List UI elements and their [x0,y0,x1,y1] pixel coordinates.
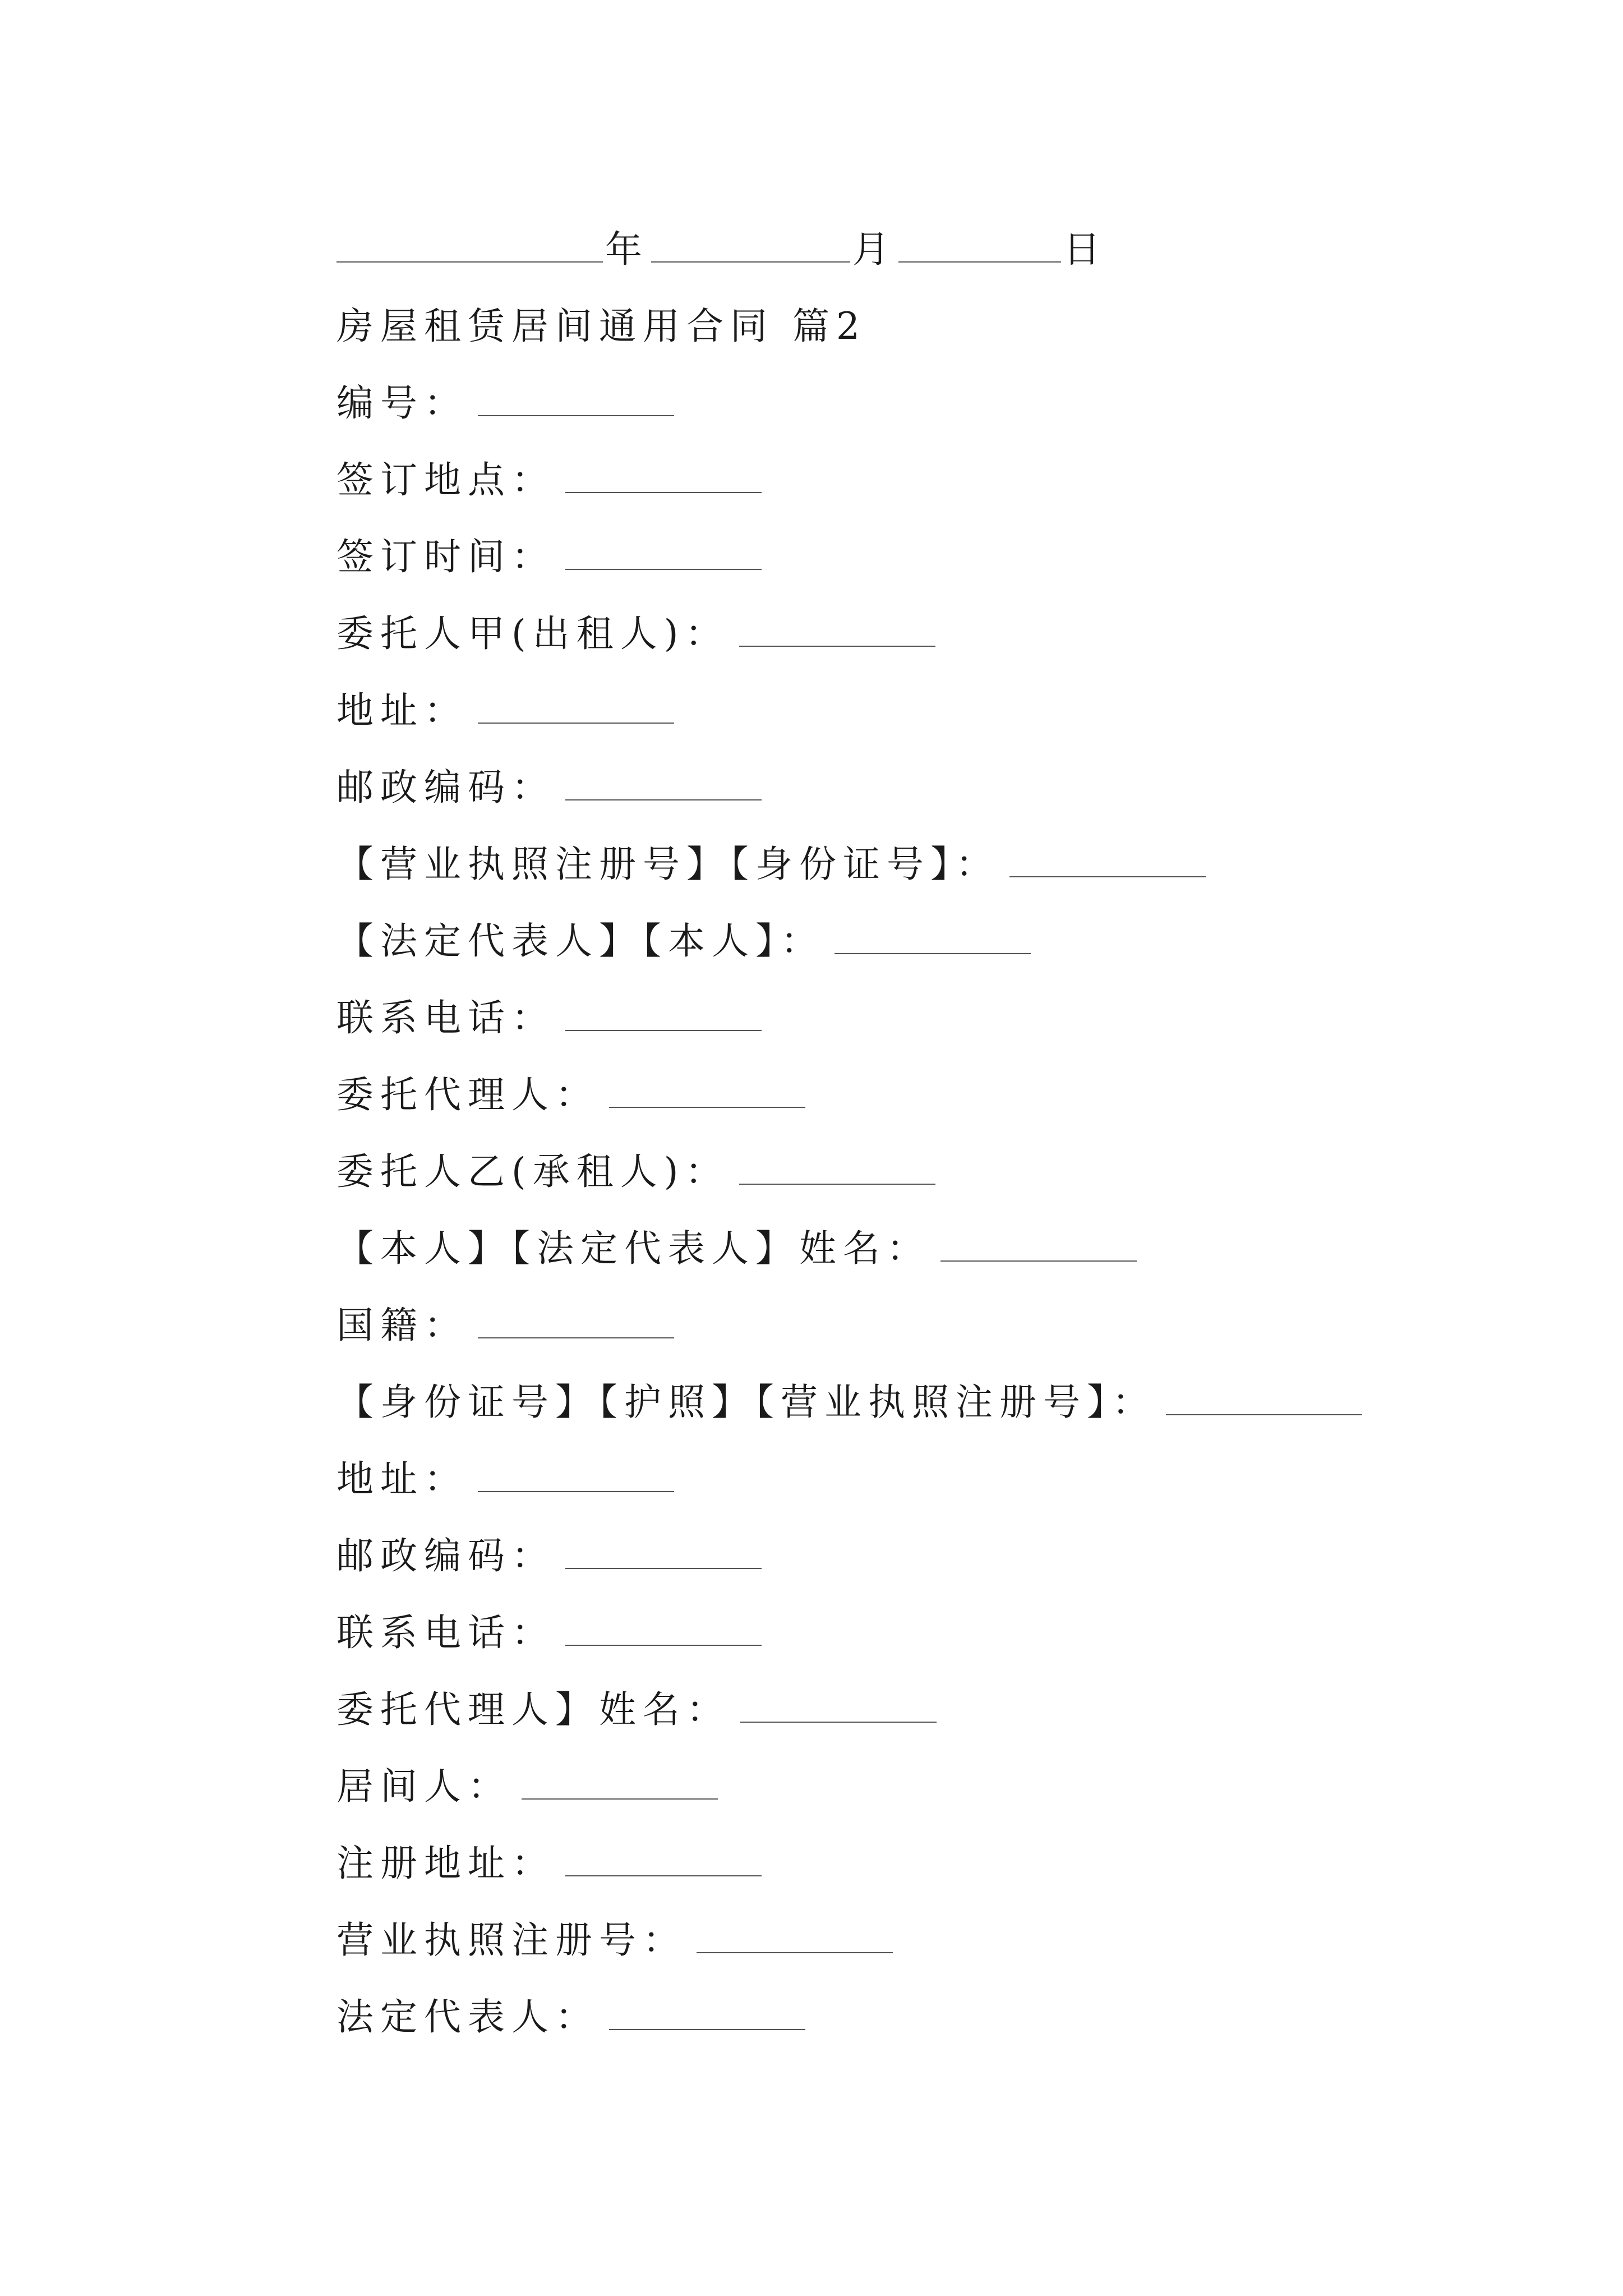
field-party-a-phone [336,976,1458,1053]
field-blank [697,1921,893,1953]
field-blank [740,1690,937,1723]
field-blank [478,384,674,416]
day-label: 日 [1063,228,1107,271]
field-party-b-address [336,1437,1458,1514]
field-blank [609,1075,805,1108]
field-label: 签订地点： [336,458,555,501]
field-label: 【法定代表人】【本人】： [336,919,824,963]
field-party-b-id [336,1360,1458,1437]
field-label: 注册地址： [336,1842,555,1885]
field-party-a-postcode [336,746,1458,822]
field-signing-place [336,438,1458,515]
field-blank [478,691,674,724]
field-blank [565,537,762,570]
field-party-b-agent [336,1668,1458,1745]
field-legal-representative [336,1975,1458,2052]
field-label: 【营业执照注册号】【身份证号】： [336,843,999,886]
field-blank [739,614,935,647]
field-blank [739,1152,935,1185]
field-blank [478,1306,674,1338]
field-party-b [336,1130,1458,1207]
field-label: 联系电话： [336,1611,555,1654]
field-business-license [336,1898,1458,1975]
field-label: 委托代理人】姓名： [336,1688,730,1731]
field-blank [1166,1383,1362,1415]
field-label: 签订时间： [336,535,555,578]
month-label: 月 [852,228,896,271]
date-line [336,208,1458,284]
field-label: 编号： [336,381,468,425]
field-party-b-postcode [336,1514,1458,1591]
document-page [336,208,1458,2052]
year-blank [336,230,603,263]
field-label: 国籍： [336,1304,468,1347]
field-blank [940,1229,1137,1262]
month-blank [651,230,850,263]
field-registered-address [336,1821,1458,1898]
field-signing-time [336,515,1458,592]
field-label: 委托人乙(承租人)： [336,1150,729,1193]
field-label: 邮政编码： [336,766,555,809]
field-party-a-id [336,822,1458,899]
field-blank [478,1460,674,1492]
field-label: 联系电话： [336,996,555,1039]
field-label: 委托人甲(出租人)： [336,612,729,655]
field-blank [565,461,762,493]
field-label: 营业执照注册号： [336,1918,686,1962]
year-label: 年 [605,228,649,271]
field-label: 【身份证号】【护照】【营业执照注册号】： [336,1381,1156,1424]
field-blank [565,1844,762,1876]
field-contract-number [336,361,1458,438]
document-title: 房屋租赁居间通用合同 篇2 [336,305,866,348]
field-label: 地址： [336,689,468,732]
field-party-b-nationality [336,1283,1458,1360]
field-label: 邮政编码： [336,1534,555,1577]
field-blank [565,1536,762,1569]
field-party-b-name [336,1207,1458,1283]
field-blank [834,922,1031,954]
field-blank [609,1998,805,2030]
field-label: 委托代理人： [336,1073,599,1116]
field-party-a-address [336,669,1458,746]
field-blank [1009,845,1206,877]
field-label: 法定代表人： [336,1995,599,2039]
field-blank [522,1767,718,1800]
field-intermediary [336,1745,1458,1821]
field-label: 【本人】【法定代表人】姓名： [336,1227,930,1270]
field-blank [565,1613,762,1646]
field-blank [565,999,762,1031]
day-blank [898,230,1061,263]
field-label: 居间人： [336,1765,511,1808]
field-party-a-representative [336,899,1458,976]
field-label: 地址： [336,1457,468,1501]
field-blank [565,768,762,800]
field-party-b-phone [336,1591,1458,1668]
field-party-a [336,592,1458,669]
field-party-a-agent [336,1053,1458,1130]
